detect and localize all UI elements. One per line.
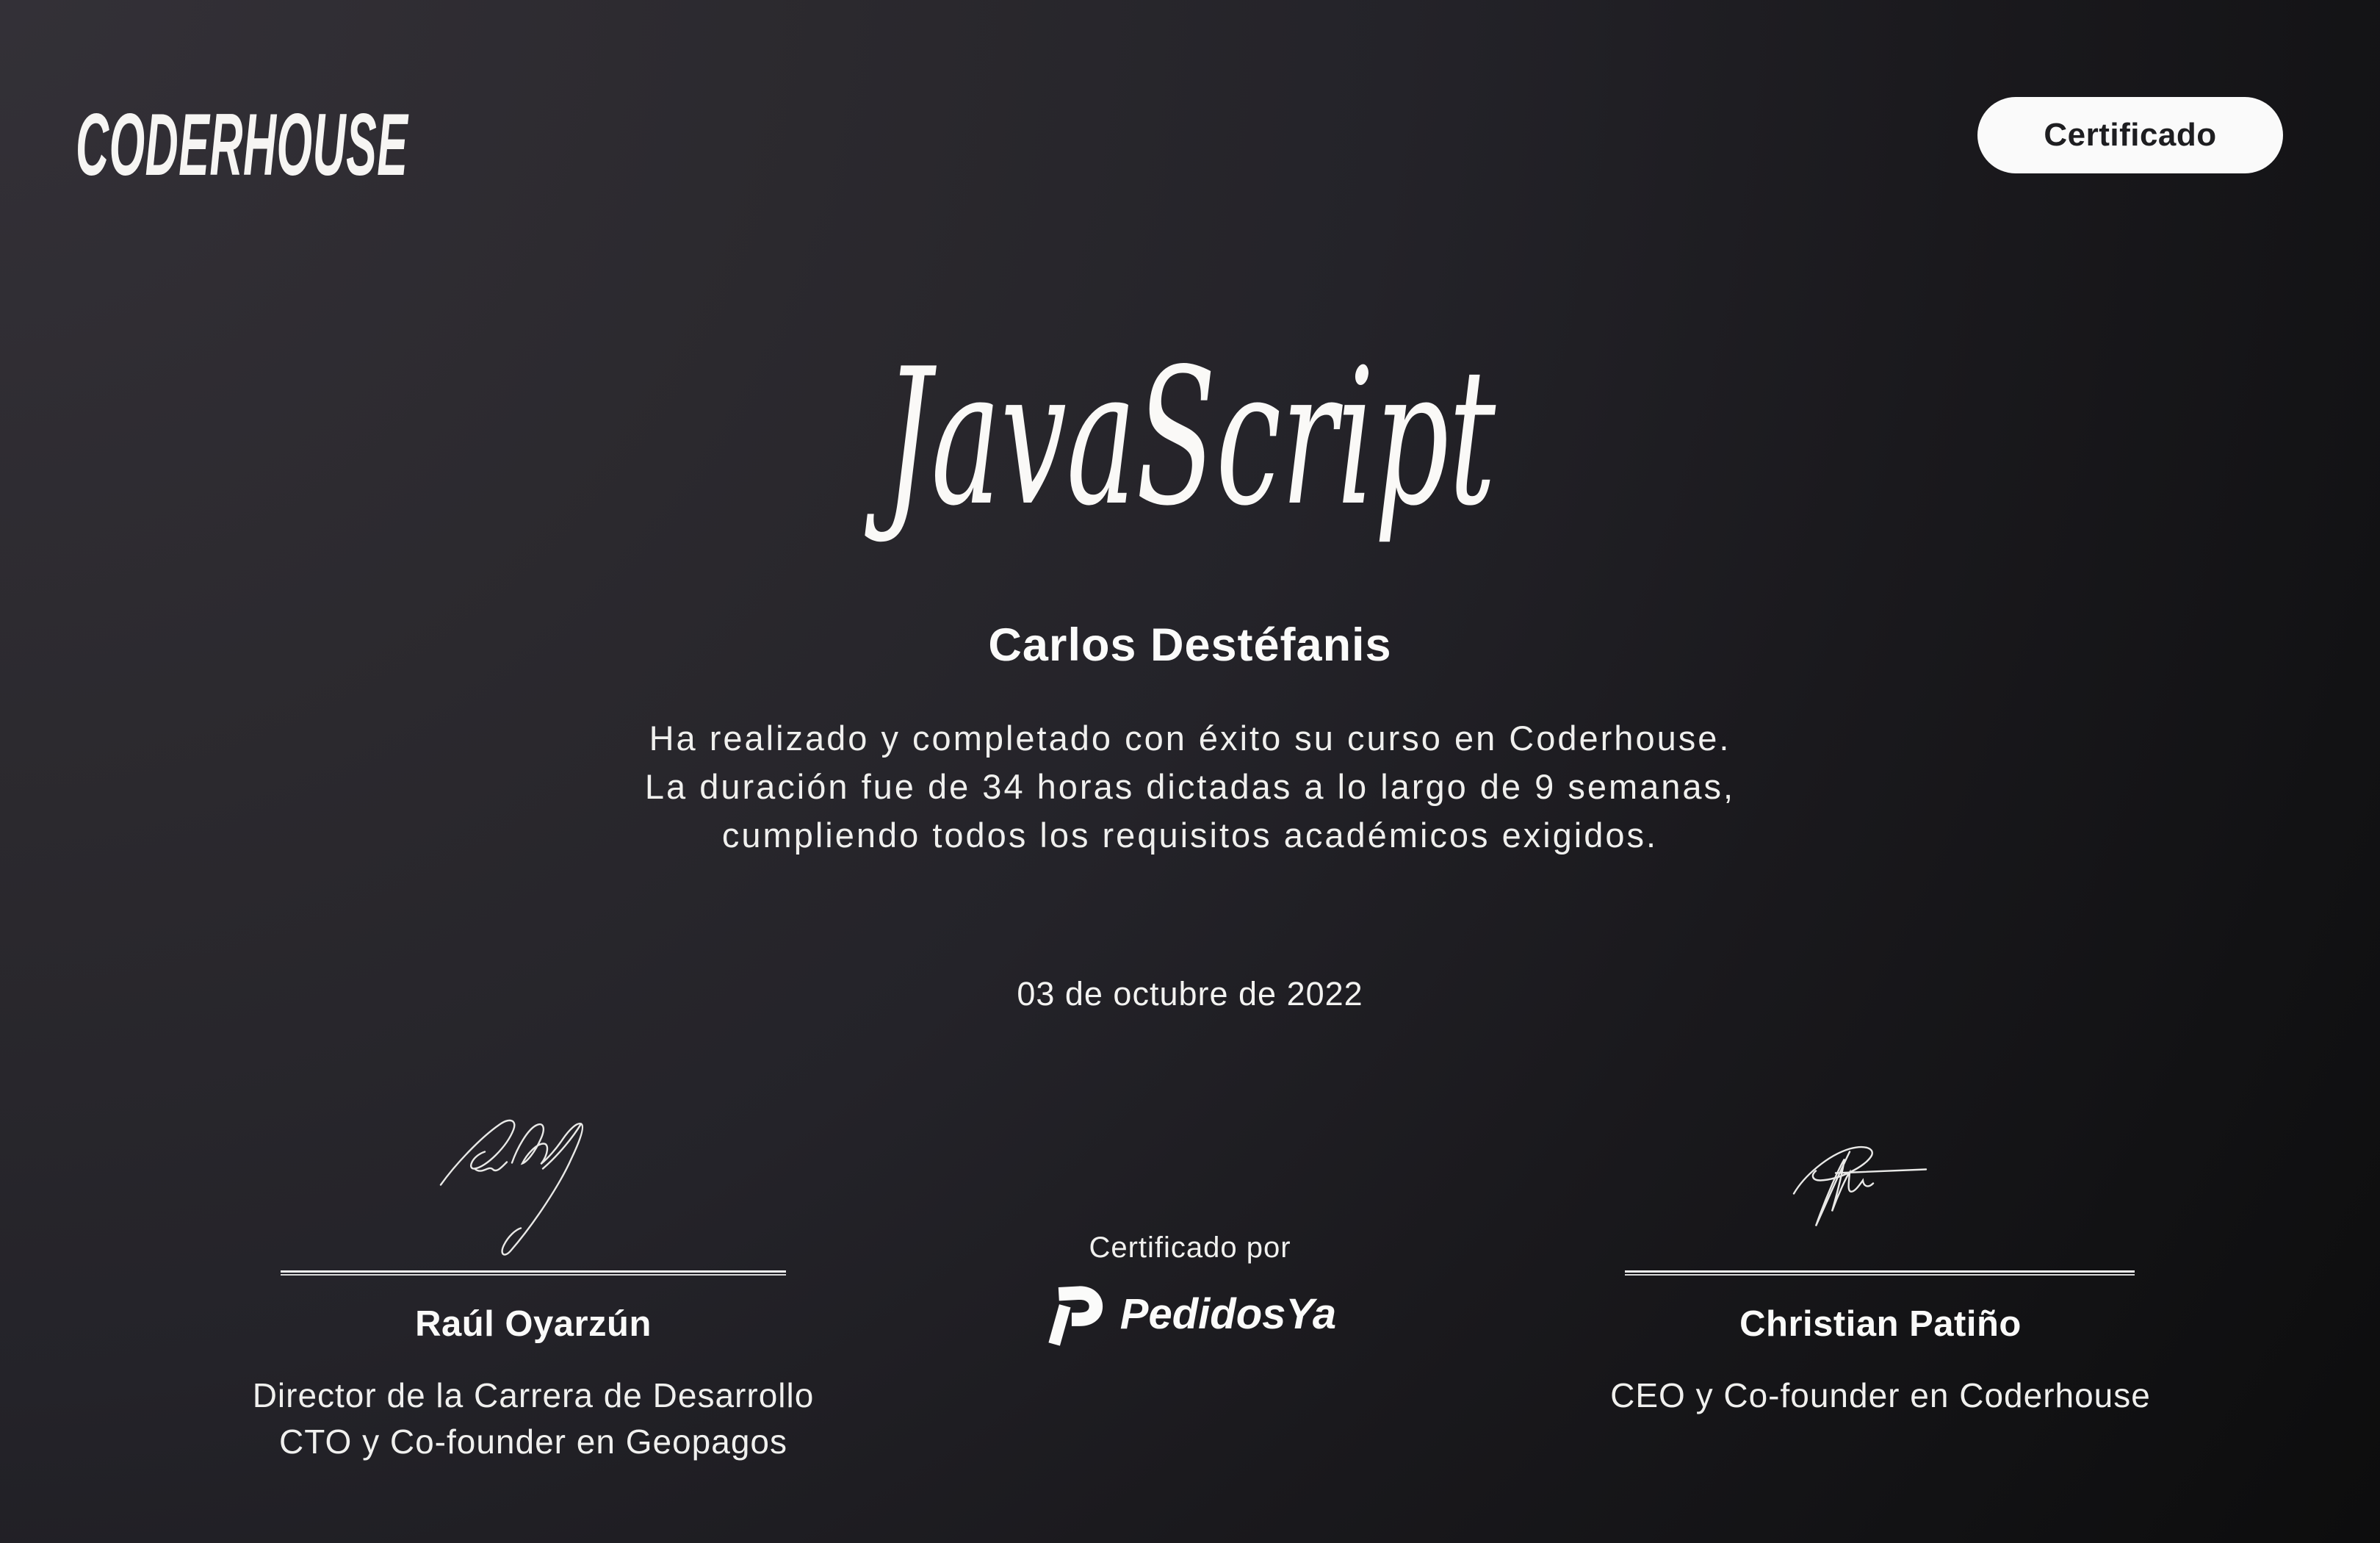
course-title-wrap [0,328,2380,547]
description-line-2: La duración fue de 34 horas dictadas a lo largo de 9 semanas, [644,767,1736,806]
certificado-badge[interactable] [1977,97,2283,173]
handwritten-signature-icon [1791,1133,1934,1240]
issuer-label: Certificado por [1089,1231,1291,1264]
left-signatory-role [166,1373,901,1465]
certificado-badge-label: Certificado [2044,117,2217,153]
pedidosya-p-icon [1044,1280,1104,1348]
course-title: JavaScript [884,328,1496,547]
student-name: Carlos Destéfanis [988,619,1392,671]
right-signatory-role [1513,1373,2248,1419]
issuer-brand [823,1280,1557,1348]
certificate-description [0,714,2380,860]
right-role-line-1: CEO y Co-founder en Coderhouse [1610,1376,2151,1414]
pedidosya-wordmark: PedidosYa [1119,1290,1337,1338]
right-signature-line [1625,1270,2135,1276]
left-signatory-name: Raúl Oyarzún [415,1304,652,1344]
description-line-3: cumpliendo todos los requisitos académicos exigidos. [721,816,1659,855]
left-signature-line [281,1270,786,1276]
coderhouse-logo: CODERHOUSE [76,96,408,194]
issue-date: 03 de octubre de 2022 [1017,975,1363,1013]
left-role-line-1: Director de la Carrera de Desarrollo [252,1376,815,1414]
description-line-1: Ha realizado y completado con éxito su curso en Coderhouse. [649,719,1731,758]
left-role-line-2: CTO y Co-founder en Geopagos [279,1422,787,1461]
right-signatory-name: Christian Patiño [1739,1304,2022,1344]
handwritten-signature-icon [439,1117,623,1267]
